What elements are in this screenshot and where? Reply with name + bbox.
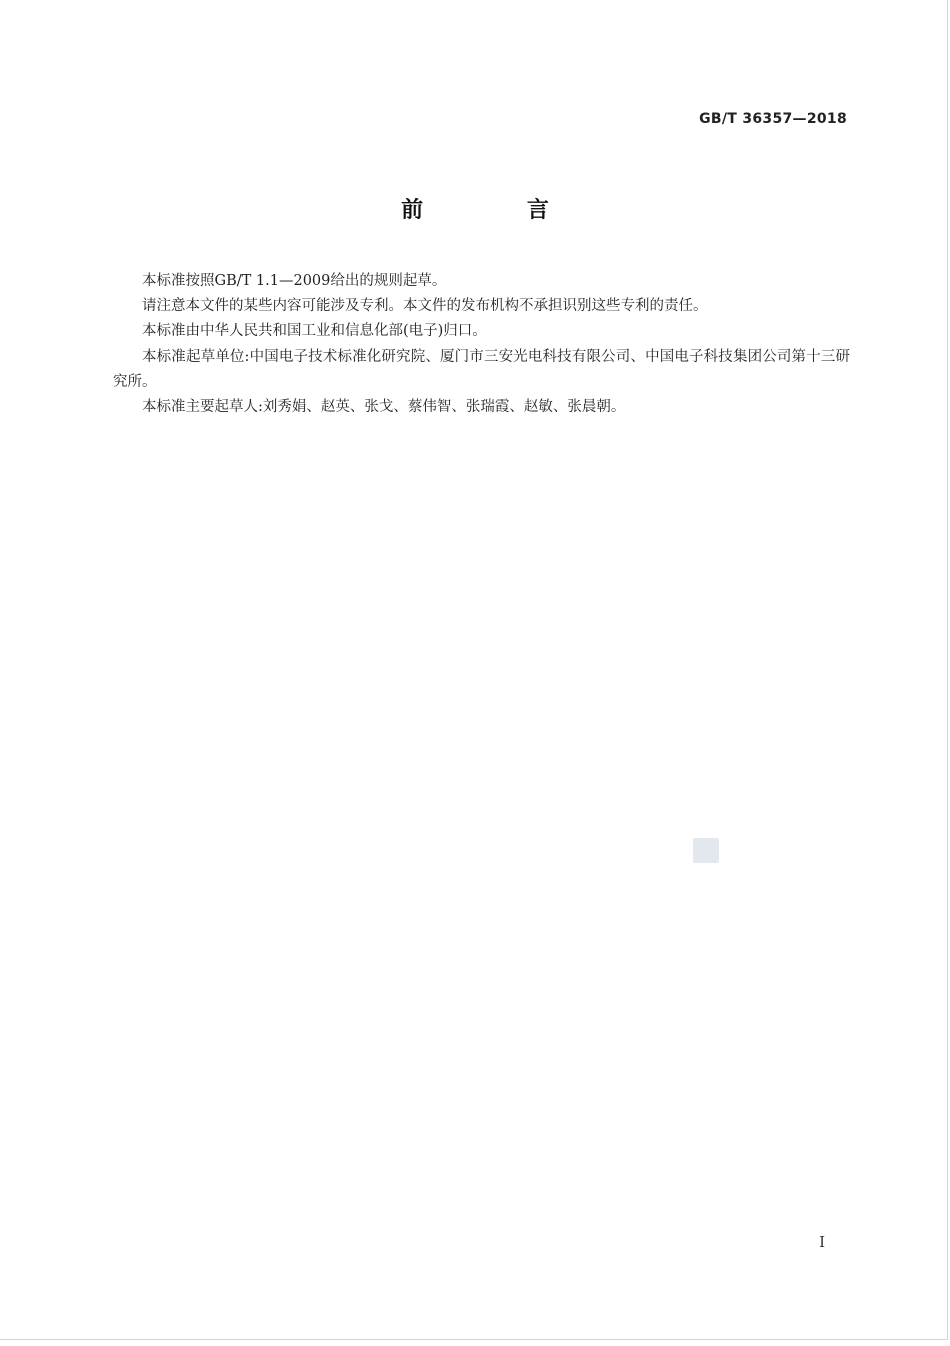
paragraph: 本标准按照GB/T 1.1—2009给出的规则起草。 bbox=[142, 273, 447, 289]
foreword-body bbox=[113, 269, 850, 420]
paragraph: 本标准主要起草人:刘秀娟、赵英、张戈、蔡伟智、张瑞霞、赵敏、张晨朝。 bbox=[142, 399, 626, 416]
paragraph: 本标准起草单位:中国电子技术标准化研究院、厦门市三安光电科技有限公司、中国电子科技集团公司第十三研究所。 bbox=[113, 348, 850, 390]
standard-code: GB/T 36357—2018 bbox=[699, 111, 847, 127]
paragraph: 本标准由中华人民共和国工业和信息化部(电子)归口。 bbox=[142, 323, 487, 340]
page-title: 前 言 bbox=[401, 198, 597, 223]
page-number: I bbox=[819, 1233, 825, 1251]
paragraph: 请注意本文件的某些内容可能涉及专利。本文件的发布机构不承担识别这些专利的责任。 bbox=[142, 298, 708, 315]
page-border-bottom bbox=[0, 1339, 948, 1340]
watermark-mark bbox=[693, 838, 719, 863]
